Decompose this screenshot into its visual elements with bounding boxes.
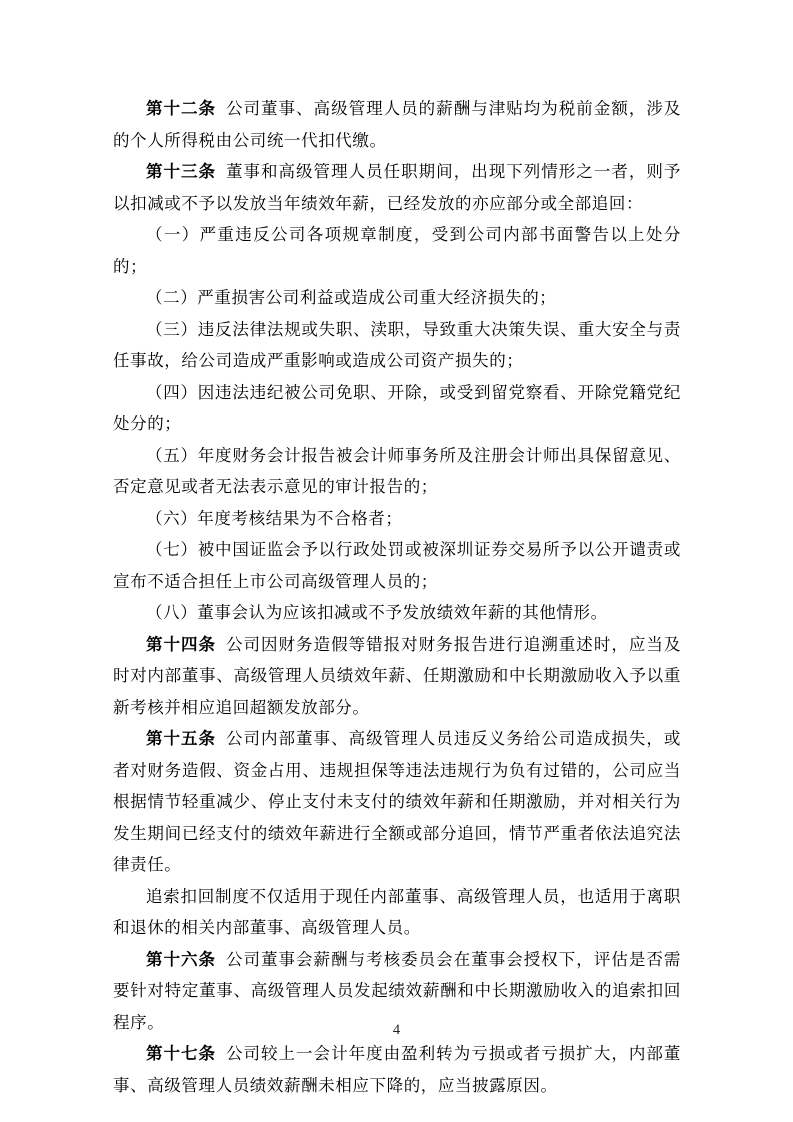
paragraph-text: 公司较上一会计年度由盈利转为亏损或者亏损扩大，内部董事、高级管理人员绩效薪酬未相应下降的，应当披露原因。 <box>113 1044 681 1095</box>
article-paragraph <box>113 93 681 156</box>
paragraph-text: （七）被中国证监会予以行政处罚或被深圳证券交易所予以公开谴责或宣布不适合担任上市公司高级管理人员的； <box>113 540 681 591</box>
article-paragraph <box>113 629 681 724</box>
article-number: 第十五条 <box>146 729 217 748</box>
article-paragraph <box>113 881 681 944</box>
paragraph-text: （四）因违法违纪被公司免职、开除，或受到留党察看、开除党籍党纪处分的； <box>113 382 681 433</box>
paragraph-text: 公司因财务造假等错报对财务报告进行追溯重述时，应当及时对内部董事、高级管理人员绩效年薪、任期激励和中长期激励收入予以重新考核并相应追回超额发放部分。 <box>113 634 681 717</box>
article-number: 第十三条 <box>146 162 217 181</box>
list-item-paragraph <box>113 282 681 314</box>
list-item-paragraph <box>113 597 681 629</box>
list-item-paragraph <box>113 219 681 282</box>
article-paragraph <box>113 723 681 881</box>
paragraph-text: （二）严重损害公司利益或造成公司重大经济损失的； <box>146 288 557 307</box>
article-number: 第十二条 <box>146 99 217 118</box>
paragraph-text: （三）违反法律法规或失职、渎职，导致重大决策失误、重大安全与责任事故，给公司造成严重影响或造成公司资产损失的； <box>113 319 681 370</box>
article-paragraph <box>113 1038 681 1101</box>
list-item-paragraph <box>113 534 681 597</box>
paragraph-text: （六）年度考核结果为不合格者； <box>146 508 403 528</box>
paragraph-text: 追索扣回制度不仅适用于现任内部董事、高级管理人员，也适用于离职和退休的相关内部董事、高级管理人员。 <box>113 886 681 937</box>
page-number: 4 <box>392 1022 401 1038</box>
paragraph-text: 董事和高级管理人员任职期间，出现下列情形之一者，则予以扣减或不予以发放当年绩效年薪，已经发放的亦应部分或全部追回： <box>113 162 681 213</box>
document-body <box>113 93 681 1101</box>
article-paragraph <box>113 156 681 219</box>
paragraph-text: 公司董事会薪酬与考核委员会在董事会授权下，评估是否需要针对特定董事、高级管理人员发起绩效薪酬和中长期激励收入的追索扣回程序。 <box>113 949 681 1032</box>
list-item-paragraph <box>113 503 681 535</box>
paragraph-text: （五）年度财务会计报告被会计师事务所及注册会计师出具保留意见、否定意见或者无法表示意见的审计报告的； <box>113 445 681 496</box>
article-number: 第十六条 <box>146 949 217 969</box>
article-number: 第十四条 <box>146 634 217 654</box>
list-item-paragraph <box>113 440 681 503</box>
paragraph-text: （八）董事会认为应该扣减或不予发放绩效年薪的其他情形。 <box>146 603 608 622</box>
paragraph-text: 公司内部董事、高级管理人员违反义务给公司造成损失，或者对财务造假、资金占用、违规担保等违法违规行为负有过错的，公司应当根据情节轻重减少、停止支付未支付的绩效年薪和任期激励，并对相关行为发生期间已经支付的绩效年薪进行全额或部分追回，情节严重者依法追究法律责任。 <box>113 729 681 874</box>
paragraph-text: （一）严重违反公司各项规章制度，受到公司内部书面警告以上处分的； <box>113 225 681 276</box>
list-item-paragraph <box>113 314 681 377</box>
article-number: 第十七条 <box>146 1044 217 1063</box>
list-item-paragraph <box>113 377 681 440</box>
paragraph-text: 公司董事、高级管理人员的薪酬与津贴均为税前金额，涉及的个人所得税由公司统一代扣代缴。 <box>113 99 681 150</box>
